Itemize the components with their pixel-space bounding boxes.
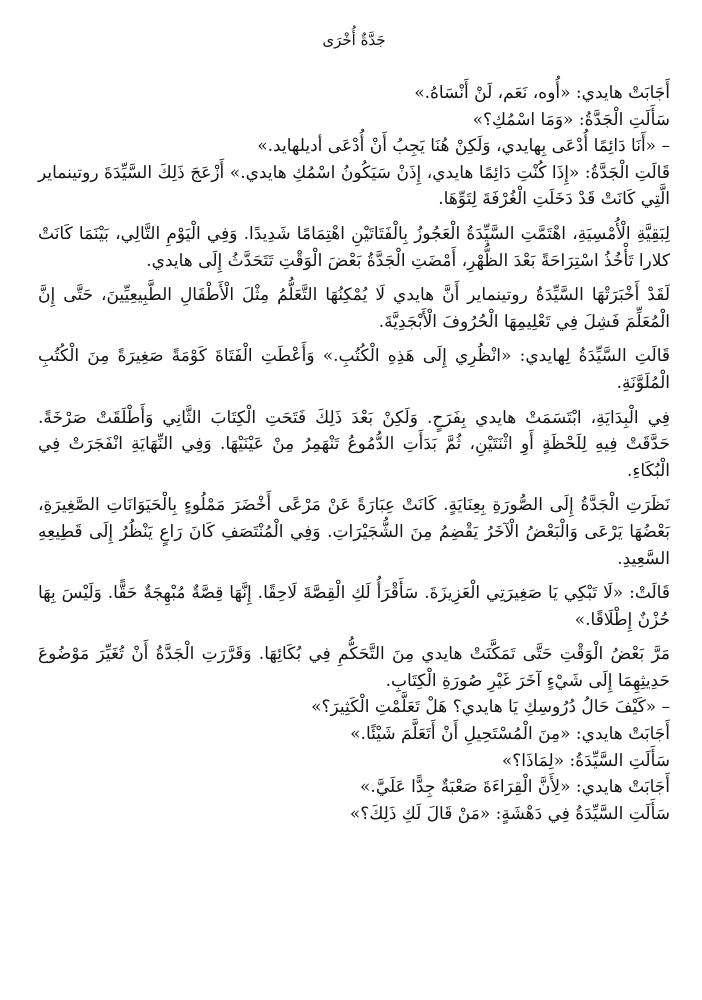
paragraph-impossible: أَجَابَتْ هايدي: «مِنَ الْمُسْتَحِيلِ أَنْ أَتَعَلَّمَ شَيْئًا.» [350, 724, 670, 745]
paragraph-why: سَأَلَتِ السَّيِّدَةُ: «لِمَاذَا؟» [501, 750, 670, 771]
running-title: جَدَّةٌ أُخْرَى [322, 31, 386, 49]
paragraph-heidi-answer: أَجَابَتْ هايدي: «أُوه، نَعَم، لَنْ أَنْسَاهُ.» [414, 83, 670, 103]
paragraph-dont-cry: قَالَتْ: «لَا تَبْكِي يَا صَغِيرَتِي الْعَزِيزَةَ. سَأَقْرَأُ لَكِ الْقِصَّةَ لَاحِقًا. إِنَّهَا قِصَّةٌ مُبْهِجَةٌ حَقًّا. وَلَيْسَ بِهَا حُزْنٌ إِطْلَاقًا.» [38, 583, 670, 630]
paragraph-change-subject: مَرَّ بَعْضُ الْوَقْتِ حَتَّى تَمَكَّنَتْ هايدي مِنَ التَّحَكُّمِ فِي بُكَائِهَا. وَقَرَّرَتِ الْجَدَّةُ أَنْ تُغَيِّرَ مَوْضُوعَ حَدِيثِهِمَا إِلَى شَيْءٍ آخَرَ غَيْرِ صُورَةِ الْكِتَابِ. [38, 644, 670, 691]
paragraph-rottenmeier-told: لَقَدْ أَخْبَرَتْهَا السَّيِّدَةُ روتينماير أَنَّ هايدي لَا يُمْكِنُهَا التَّعَلُّمُ مِثْلَ الْأَطْفَالِ الطَّبِيعِيِّينَ، حَتَّى إِنَّ الْمُعَلِّمَ فَشِلَ فِي تَعْلِيمِهَا الْحُرُوفَ الْأَبْجَدِيَّةَ. [38, 285, 670, 332]
paragraph-picture: نَظَرَتِ الْجَدَّةُ إِلَى الصُّورَةِ بِعِنَايَةٍ. كَانَتْ عِبَارَةً عَنْ مَرْعًى أَخْضَرَ مَمْلُوءٍ بِالْحَيَوَانَاتِ الصَّغِيرَةِ، بَعْضُهَا يَرْعَى وَالْبَعْضُ الْآخَرُ يَقْضِمُ مِنَ الشُّجَيْرَاتِ. وَفِي الْمُنْتَصَفِ كَانَ رَاعٍ يَنْظُرُ إِلَى قَطِيعِهِ السَّعِيدِ. [38, 495, 670, 569]
paragraph-heidi-cries: فِي الْبِدَايَةِ، ابْتَسَمَتْ هايدي بِفَرَحٍ. وَلَكِنْ بَعْدَ ذَلِكَ فَتَحَتِ الْكِتَابَ الثَّانِي وَأَطْلَقَتْ صَرْخَةً. حَدَّقَتْ فِيهِ لِلَحْظَةٍ أَوِ اثْنَتَيْنِ، ثُمَّ بَدَأَتِ الدُّمُوعُ تَنْهَمِرُ مِنْ عَيْنَيْهَا. وَفِي النِّهَايَةِ انْفَجَرَتْ فِي الْبُكَاءِ. [38, 407, 670, 481]
story-text [38, 80, 670, 827]
paragraph-grandma-reply: قَالَتِ الْجَدَّةُ: «إِذَا كُنْتِ دَائِمًا هايدي، إِذَنْ سَيَكُونُ اسْمُكِ هايدي.» أَزْعَجَ ذَلِكَ السَّيِّدَةَ روتينماير الَّتِي كَانَتْ قَدْ دَخَلَتِ الْغُرْفَةَ لِتَوِّهَا. [38, 162, 670, 210]
paragraph-lessons-question: – «كَيْفَ حَالُ دُرُوسِكِ يَا هايدي؟ هَلْ تَعَلَّمْتِ الْكَثِيرَ؟» [311, 697, 670, 718]
paragraph-look-at-books: قَالَتِ السَّيِّدَةُ لِهايدي: «انْظُرِي إِلَى هَذِهِ الْكُتُبِ.» وَأَعْطَتِ الْفَتَاةَ كَوْمَةً صَغِيرَةً مِنَ الْكُتُبِ الْمُلَوَّنَةِ. [38, 346, 670, 393]
paragraph-evening: لِبَقِيَّةِ الْأُمْسِيَةِ، اهْتَمَّتِ السَّيِّدَةُ الْعَجُوزُ بِالْفَتَاتَيْنِ اهْتِمَامًا شَدِيدًا. وَفِي الْيَوْمِ التَّالِي، بَيْنَمَا كَانَتْ كلارا تَأْخُذُ اسْتِرَاحَةً بَعْدَ الظُّهْرِ، أَمْضَتِ الْجَدَّةُ بَعْضَ الْوَقْتِ تَتَحَدَّثُ إِلَى هايدي. [38, 223, 670, 271]
book-page [38, 0, 670, 1000]
paragraph-who-said: سَأَلَتِ السَّيِّدَةُ فِي دَهْشَةٍ: «مَنْ قَالَ لَكِ ذَلِكَ؟» [349, 803, 670, 824]
paragraph-grandma-asks-name: سَأَلَتِ الْجَدَّةُ: «وَمَا اسْمُكِ؟» [472, 109, 670, 130]
paragraph-heidi-name: – «أَنَا دَائِمًا أُدْعَى بِهايدي، وَلَكِنْ هُنَا يَجِبُ أَنْ أُدْعَى أديلهايد.» [257, 136, 670, 157]
paragraph-reading-hard: أَجَابَتْ هايدي: «لِأَنَّ الْقِرَاءَةَ صَعْبَةٌ جِدًّا عَلَيَّ.» [360, 777, 670, 798]
